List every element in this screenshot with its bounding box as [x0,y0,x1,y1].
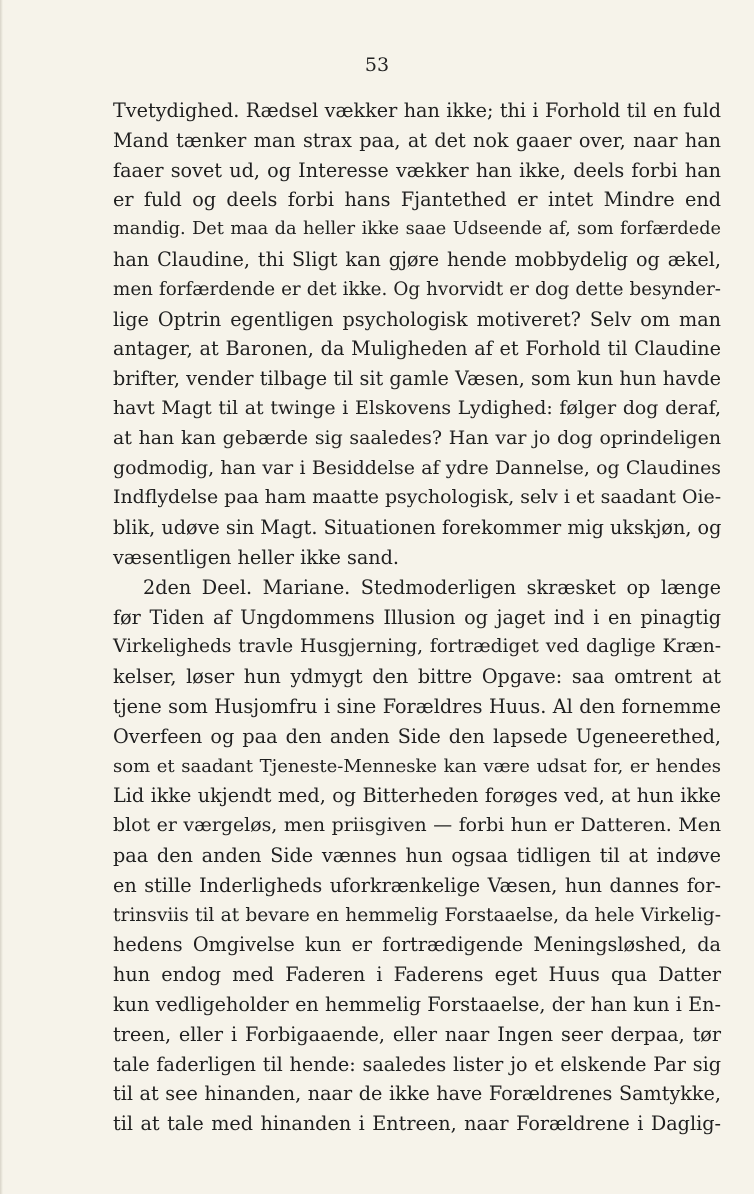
text-line: til at tale med hinanden i Entreen, naar Forældrene i Daglig- [113,1112,721,1136]
text-line: blik, udøve sin Magt. Situationen forekommer mig ukskjøn, og [113,516,722,540]
text-line: mandig. Det maa da heller ikke saae Udseende af, som forfærdede [113,219,721,240]
text-line: tale faderligen til hende: saaledes lister jo et elskende Par sig [113,1052,721,1076]
text-line: kun vedligeholder en hemmelig Forstaaelse, der han kun i En- [113,992,721,1016]
text-line: Overfeen og paa den anden Side den lapsede Ugeneerethed, [113,724,721,748]
text-line: faaer sovet ud, og Interesse vækker han ikke, deels forbi han [113,158,721,182]
text-line: som et saadant Tjeneste-Menneske kan være udsat for, er hendes [113,755,721,777]
text-line: væsentligen heller ikke sand. [113,545,399,569]
page-edge [0,0,3,1194]
page-number: 53 [364,54,390,76]
text-line: hun endog med Faderen i Faderens eget Huus qua Datter [113,963,721,987]
text-line: brifter, vender tilbage til sit gamle Væsen, som kun hun havde [113,367,721,391]
text-line: 2den Deel. Mariane. Stedmoderligen skræsket op længe [143,575,721,599]
text-line: til at see hinanden, naar de ikke have Forældrenes Samtykke, [113,1082,721,1106]
text-line: Mand tænker man strax paa, at det nok gaaer over, naar han [113,128,721,152]
text-line: men forfærdende er det ikke. Og hvorvidt er dog dette besynder- [113,278,721,300]
text-line: Indflydelse paa ham maatte psychologisk, selv i et saadant Oie- [113,486,722,509]
text-line: hedens Omgivelse kun er fortrædigende Meningsløshed, da [113,933,721,957]
text-line: antager, at Baronen, da Muligheden af et Forhold til Claudine [113,337,721,361]
text-line: kelser, løser hun ydmygt den bittre Opgave: saa omtrent at [113,665,721,689]
text-line: godmodig, han var i Besiddelse af ydre Dannelse, og Claudines [113,456,721,479]
text-line: havt Magt til at twinge i Elskovens Lydighed: følger dog deraf, [113,396,721,419]
text-line: han Claudine, thi Sligt kan gjøre hende mobbydelig og ækel, [113,247,721,271]
text-line: at han kan gebærde sig saaledes? Han var jo dog oprindeligen [113,426,721,449]
text-line: treen, eller i Forbigaaende, eller naar Ingen seer derpaa, tør [113,1022,721,1046]
text-line: en stille Inderligheds uforkrænkelige Væsen, hun dannes for- [113,873,721,897]
text-line: tjene som Husjomfru i sine Forældres Huus. Al den fornemme [113,694,721,718]
text-line: Virkeligheds travle Husgjerning, fortrædiget ved daglige Kræn- [113,636,721,658]
text-line: blot er værgeløs, men priisgiven — forbi hun er Datteren. Men [113,814,721,837]
body-text [113,96,721,1139]
text-line: lige Optrin egentligen psychologisk motiveret? Selv om man [113,307,721,331]
text-line: før Tiden af Ungdommens Illusion og jaget ind i en pinagtig [113,605,721,629]
text-line: Tvetydighed. Rædsel vækker han ikke; thi i Forhold til en fuld [113,99,721,122]
text-line: paa den anden Side vænnes hun ogsaa tidligen til at indøve [113,843,721,867]
text-line: Lid ikke ukjendt med, og Bitterheden forøges ved, at hun ikke [113,784,721,808]
text-line: trinsviis til at bevare en hemmelig Forstaaelse, da hele Virkelig- [113,904,721,926]
text-line: er fuld og deels forbi hans Fjantethed er intet Mindre end [113,188,721,212]
